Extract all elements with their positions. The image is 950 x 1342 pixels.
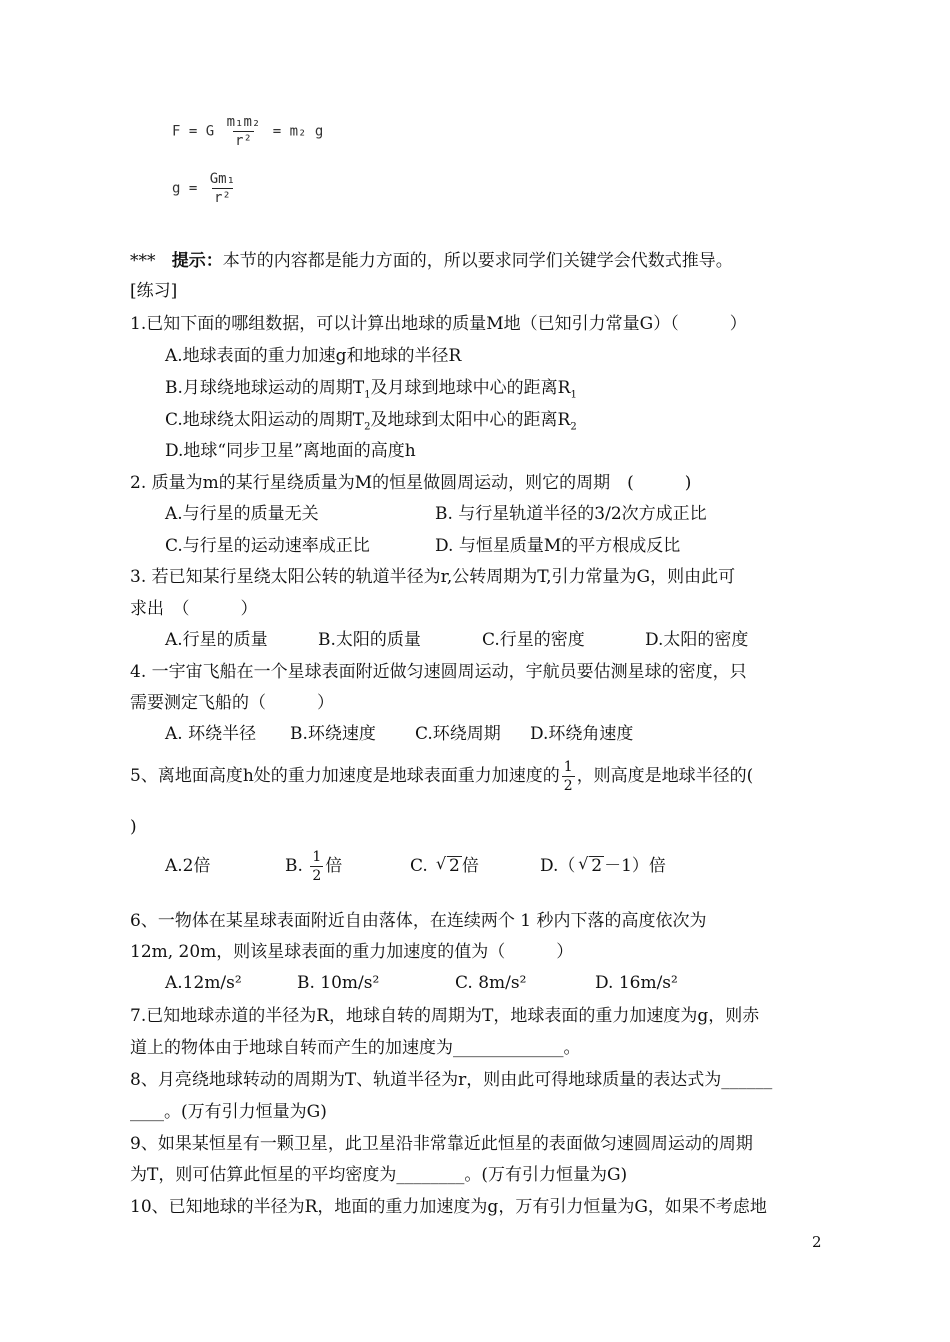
q3-option-a: A.行星的质量: [165, 630, 268, 650]
q1-option-c: [165, 409, 577, 438]
q8-line1: 8、月亮绕地球转动的周期为T、轨道半径为r，则由此可得地球质量的表达式为______: [130, 1070, 773, 1090]
q5-d-sqrt: √ 2: [589, 856, 604, 875]
q8-line2: ____。(万有引力恒量为G): [130, 1102, 327, 1122]
q6-option-b: B. 10m/s²: [297, 973, 380, 993]
q5-option-d: [540, 855, 666, 877]
q6-option-d: D. 16m/s²: [595, 973, 678, 993]
q5-b-label: B.: [285, 856, 303, 876]
q1-b-text2: 及月球到地球中心的距离R: [370, 378, 571, 398]
formula1-fraction: [225, 113, 263, 150]
q5-fraction: [562, 758, 575, 795]
formula2-lhs: g =: [172, 180, 198, 197]
q5-c-post: 倍: [461, 856, 479, 876]
q2-option-c: C.与行星的运动速率成正比: [165, 536, 370, 556]
q6-stem-line1: 6、一物体在某星球表面附近自由落体，在连续两个 1 秒内下落的高度依次为: [130, 911, 707, 931]
q3-option-c: C.行星的密度: [482, 630, 585, 650]
q6-stem-line2: 12m, 20m，则该星球表面的重力加速度的值为（ ）: [130, 942, 574, 962]
hint-stars: ***: [130, 251, 156, 271]
q2-option-b: B. 与行星轨道半径的3/2次方成正比: [435, 504, 707, 524]
formula2-denominator: r²: [213, 190, 231, 206]
q5-fraction-den: 2: [563, 778, 573, 794]
formula-gravity: [172, 113, 323, 150]
q1-c-sub1: 2: [364, 421, 371, 433]
q2-stem: 2. 质量为m的某行星绕质量为M的恒星做圆周运动，则它的周期 ( ): [130, 473, 692, 493]
q5-b-post: 倍: [325, 856, 343, 876]
q1-b-sub1: 1: [364, 389, 371, 401]
q4-stem-line1: 4. 一宇宙飞船在一个星球表面附近做匀速圆周运动，宇航员要估测星球的密度，只: [130, 662, 747, 682]
q4-option-b: B.环绕速度: [290, 724, 376, 744]
q3-option-d: D.太阳的密度: [645, 630, 749, 650]
q5-stem: [130, 758, 753, 795]
q1-b-text1: B.月球绕地球运动的周期T: [165, 378, 365, 398]
q2-option-a: A.与行星的质量无关: [165, 504, 319, 524]
q1-option-a: A.地球表面的重力加速g和地球的半径R: [165, 346, 462, 366]
formula1-numerator: m₁m₂: [226, 114, 261, 130]
q5-b-den: 2: [312, 868, 322, 884]
q5-b-num: 1: [312, 849, 322, 865]
q1-c-text1: C.地球绕太阳运动的周期T: [165, 410, 365, 430]
q10-line1: 10、已知地球的半径为R，地面的重力加速度为g，万有引力恒量为G，如果不考虑地: [130, 1197, 767, 1217]
q1-c-sub2: 2: [570, 421, 577, 433]
q4-stem-line2: 需要测定飞船的（ ）: [130, 693, 334, 713]
q1-option-b: [165, 377, 577, 406]
q5-c-sqrt: √ 2: [447, 856, 462, 875]
q7-line2: 道上的物体由于地球自转而产生的加速度为_____________。: [130, 1038, 581, 1058]
q5-stem-text2: ，则高度是地球半径的(: [576, 766, 754, 786]
formula2-numerator: Gm₁: [209, 171, 236, 187]
q5-d-label: D.（: [540, 856, 576, 876]
q4-option-c: C.环绕周期: [415, 724, 501, 744]
q5-option-c: [410, 855, 479, 877]
q5-c-label: C.: [410, 856, 428, 876]
q5-b-fraction: [310, 848, 323, 885]
q9-line1: 9、如果某恒星有一颗卫星，此卫星沿非常靠近此恒星的表面做匀速圆周运动的周期: [130, 1134, 753, 1154]
q5-d-post: －1）倍: [604, 856, 666, 876]
q1-b-sub2: 1: [570, 389, 577, 401]
section-title: [练习]: [130, 281, 178, 301]
q5-stem-text1: 5、离地面高度h处的重力加速度是地球表面重力加速度的: [130, 766, 560, 786]
q5-option-b: [285, 848, 342, 885]
hint-text: 本节的内容都是能力方面的，所以要求同学们关键学会代数式推导。: [222, 251, 733, 271]
q5-stem-cont: ): [130, 817, 137, 837]
formula2-fraction: [208, 170, 237, 207]
hint-label: 提示：: [171, 251, 223, 271]
formula1-denominator: r²: [235, 133, 252, 149]
q7-line1: 7.已知地球赤道的半径为R，地球自转的周期为T，地球表面的重力加速度为g，则赤: [130, 1006, 760, 1026]
q5-fraction-num: 1: [563, 759, 573, 775]
formula1-lhs: F = G: [172, 123, 215, 140]
q3-stem-line2: 求出 （ ）: [130, 599, 258, 619]
q1-option-d: D.地球“同步卫星”离地面的高度h: [165, 441, 416, 461]
q5-option-a: A.2倍: [165, 856, 211, 876]
q4-option-a: A. 环绕半径: [165, 724, 257, 744]
hint-line: [130, 250, 733, 272]
q3-stem-line1: 3. 若已知某行星绕太阳公转的轨道半径为r,公转周期为T,引力常量为G，则由此可: [130, 567, 736, 587]
q3-option-b: B.太阳的质量: [318, 630, 421, 650]
formula1-rhs: = m₂ g: [272, 123, 324, 140]
page-number: 2: [812, 1233, 822, 1251]
q2-option-d: D. 与恒星质量M的平方根成反比: [435, 536, 681, 556]
q6-option-c: C. 8m/s²: [455, 973, 527, 993]
q9-line2: 为T，则可估算此恒星的平均密度为________。(万有引力恒量为G): [130, 1165, 628, 1185]
q1-stem: 1.已知下面的哪组数据，可以计算出地球的质量M地（已知引力常量G）（ ）: [130, 314, 747, 334]
formula-g: [172, 170, 239, 207]
q6-option-a: A.12m/s²: [165, 973, 242, 993]
q4-option-d: D.环绕角速度: [530, 724, 634, 744]
q1-c-text2: 及地球到太阳中心的距离R: [370, 410, 571, 430]
